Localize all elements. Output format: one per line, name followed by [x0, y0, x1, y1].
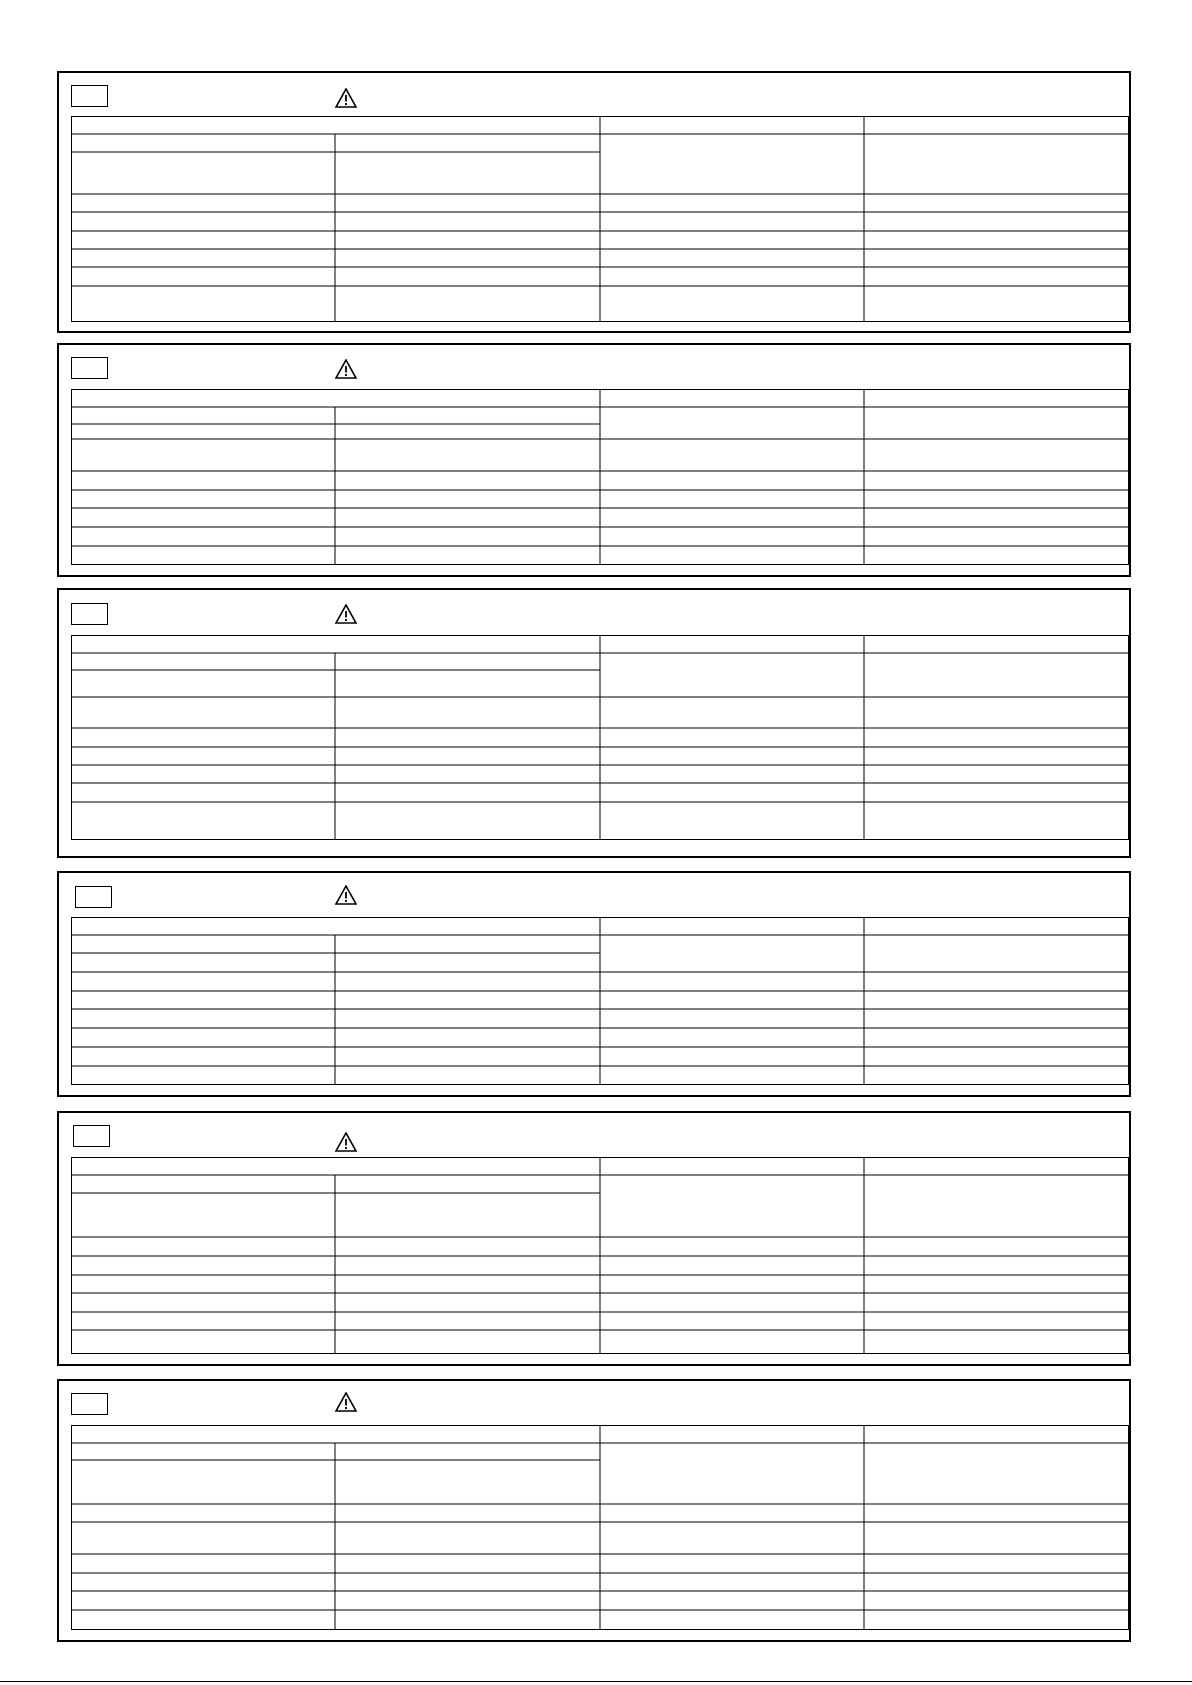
page-bottom-rule: [0, 1681, 1192, 1682]
spec-table: [71, 1425, 1129, 1630]
warning-triangle-icon: [335, 359, 357, 379]
panel-id-box: [73, 1125, 110, 1147]
warning-triangle-icon: [335, 604, 357, 624]
spec-panel-4: [57, 871, 1131, 1097]
warning-triangle-icon: [335, 88, 357, 108]
spec-panel-5: [57, 1111, 1131, 1366]
spec-panel-6: [57, 1379, 1131, 1642]
warning-triangle-icon: [335, 1132, 357, 1152]
spec-table: [71, 116, 1129, 322]
spec-table: [71, 635, 1129, 840]
panel-id-box: [71, 603, 108, 625]
spec-panel-1: [57, 71, 1131, 333]
panel-id-box: [71, 357, 108, 379]
warning-triangle-icon: [335, 1392, 357, 1412]
panel-id-box: [71, 85, 108, 107]
spec-panel-2: [57, 343, 1131, 577]
warning-triangle-icon: [335, 885, 357, 905]
panel-id-box: [75, 886, 112, 908]
spec-panel-3: [57, 588, 1131, 858]
panel-id-box: [71, 1393, 108, 1415]
spec-table: [71, 917, 1129, 1085]
spec-table: [71, 1157, 1129, 1354]
spec-table: [71, 389, 1129, 565]
